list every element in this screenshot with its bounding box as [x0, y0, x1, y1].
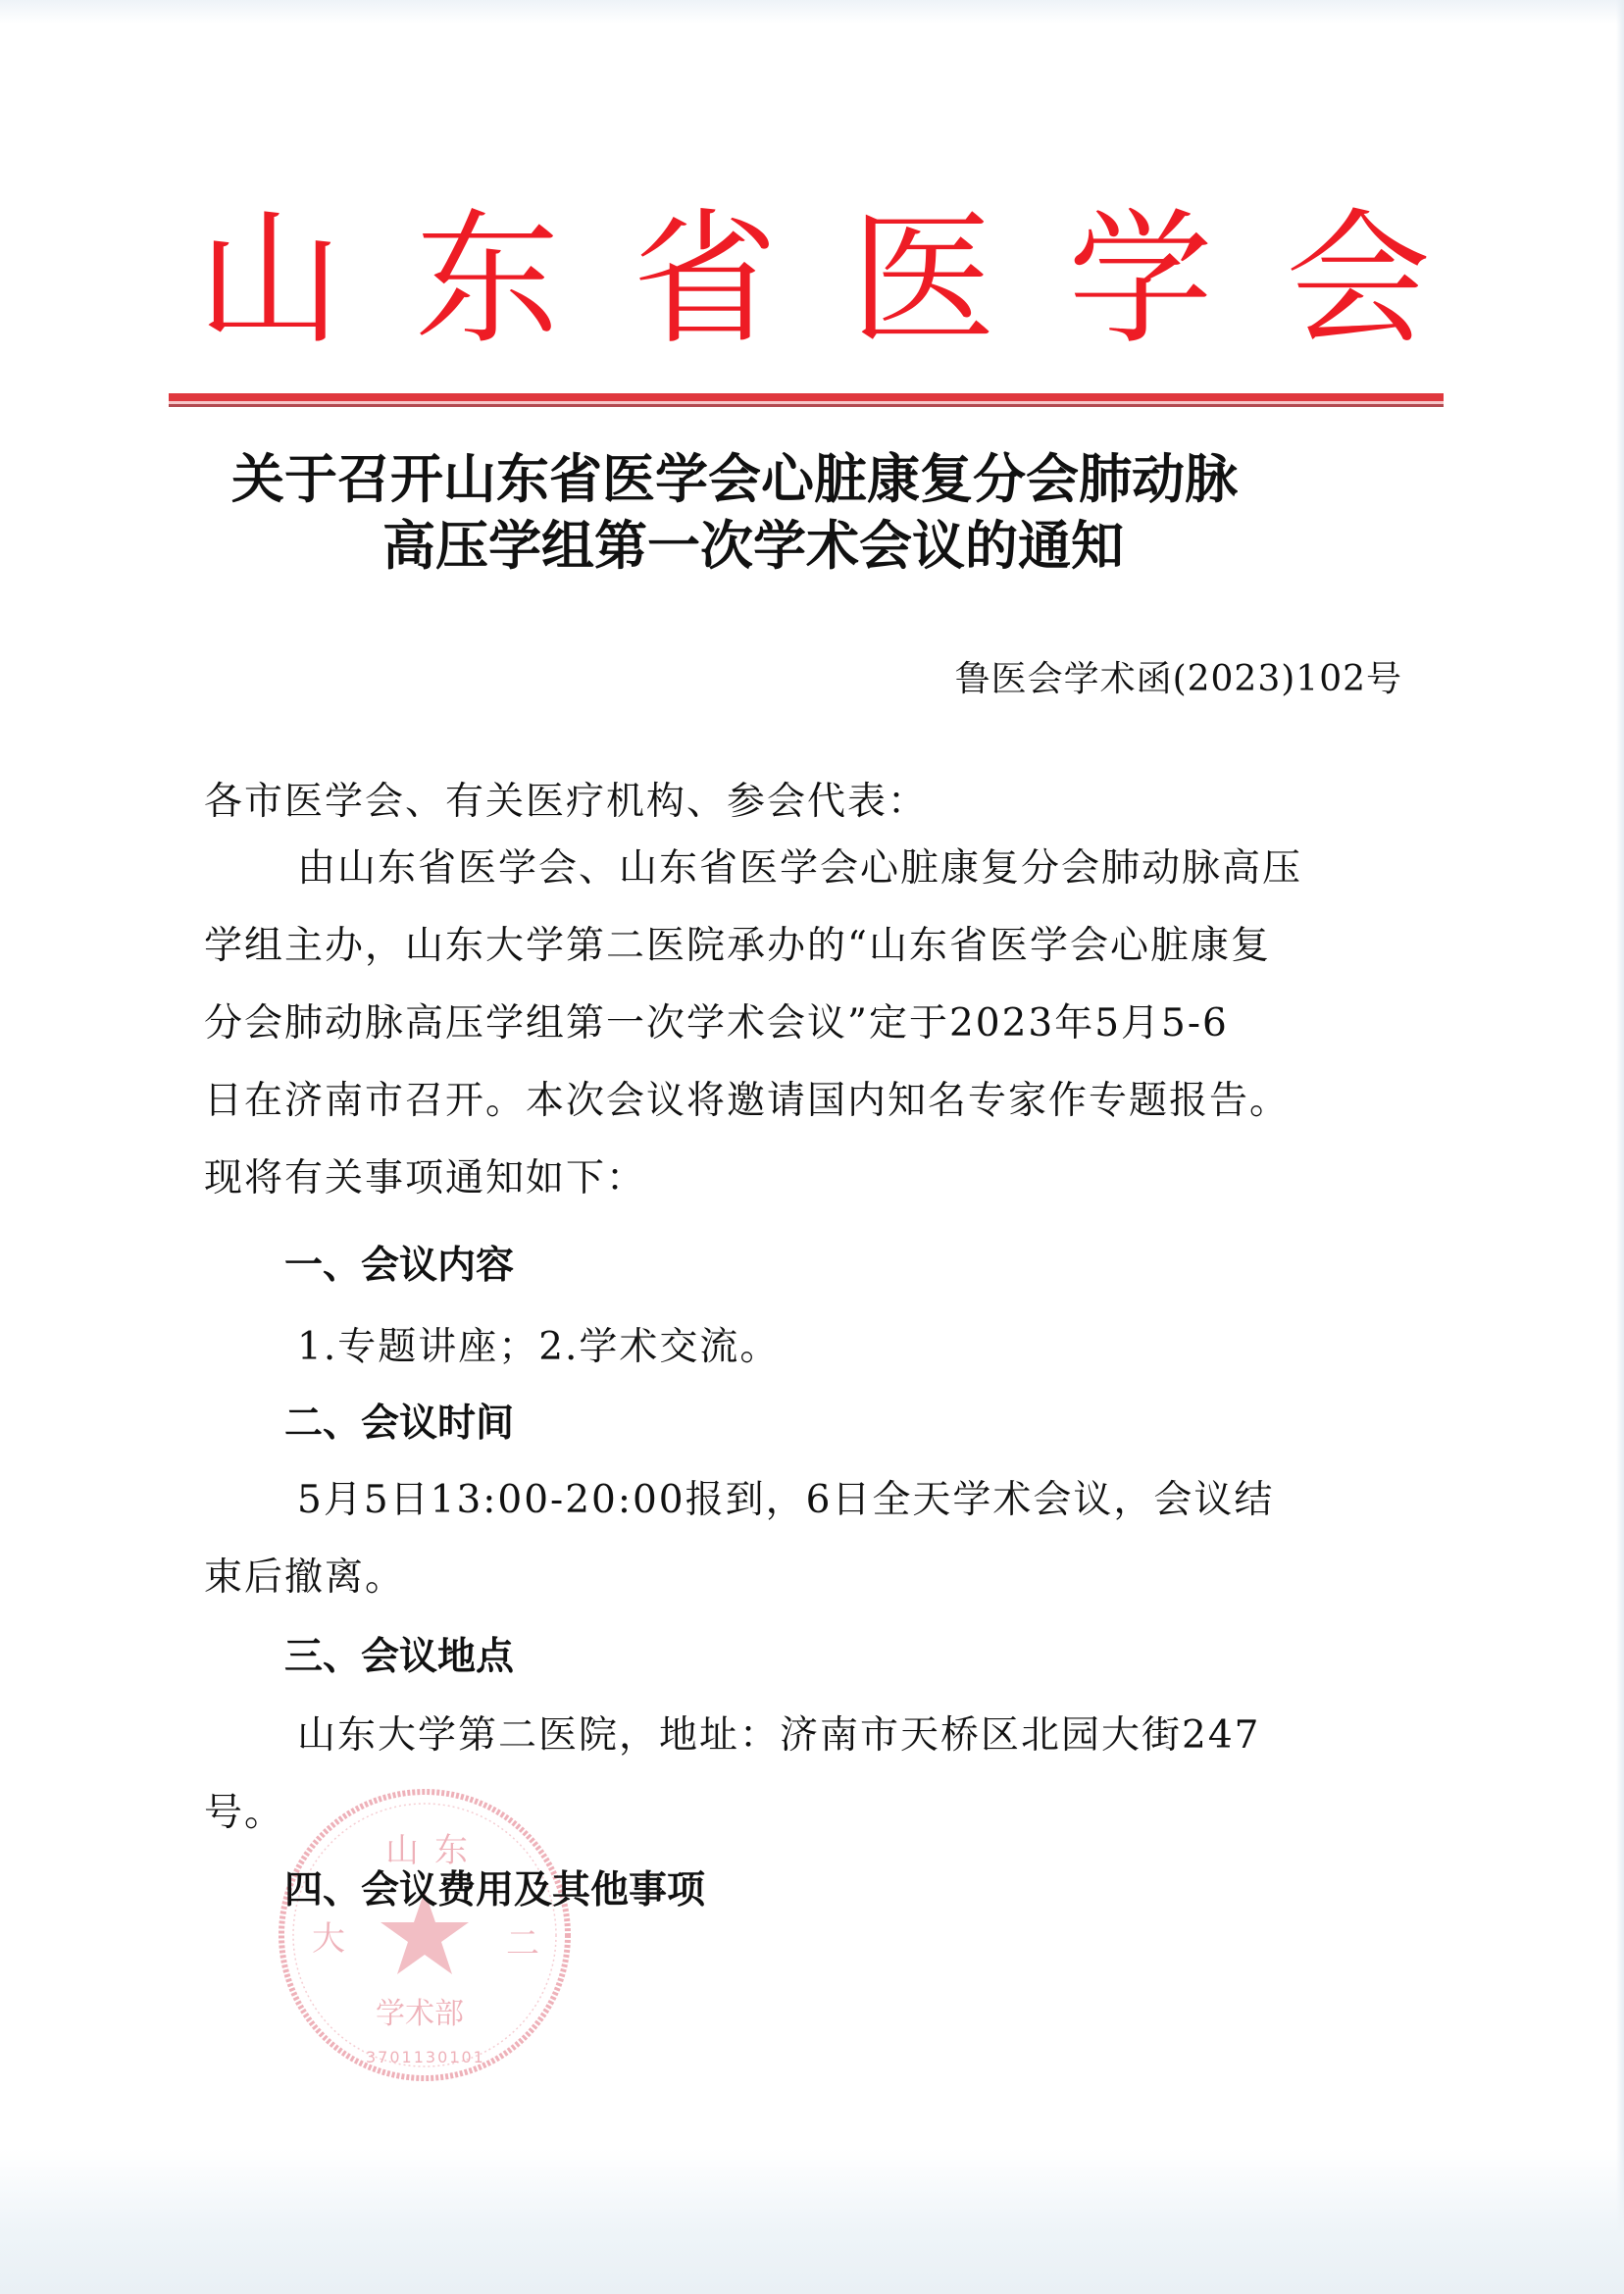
section-time-line-1: 5月5日13:00-20:00报到，6日全天学术会议，会议结	[297, 1478, 1275, 1522]
intro-line-4: 日在济南市召开。本次会议将邀请国内知名专家作专题报告。	[204, 1079, 1291, 1123]
scan-edge-bottom	[0, 2148, 1624, 2294]
document-title	[196, 446, 1422, 580]
section-heading-location: 三、会议地点	[284, 1635, 515, 1679]
letterhead-char: 东	[415, 195, 560, 364]
section-heading-fees: 四、会议费用及其他事项	[284, 1868, 706, 1912]
letterhead-char: 会	[1286, 195, 1431, 364]
intro-line-3: 分会肺动脉高压学组第一次学术会议”定于2023年5月5-6	[204, 1001, 1229, 1045]
svg-text:大: 大	[312, 1919, 345, 1959]
document-number: 鲁医会学术函(2023)102号	[954, 659, 1402, 699]
svg-text:二: 二	[506, 1924, 539, 1963]
intro-line-5: 现将有关事项通知如下：	[204, 1156, 647, 1200]
section-heading-content: 一、会议内容	[284, 1244, 515, 1288]
title-line-2: 高压学组第一次学术会议的通知	[382, 515, 1124, 577]
salutation: 各市医学会、有关医疗机构、参会代表：	[204, 780, 929, 824]
letterhead-char: 学	[1068, 195, 1213, 364]
scan-edge-top	[0, 0, 1624, 24]
section-location-line-2: 号。	[204, 1791, 285, 1835]
scan-edge-right	[1616, 0, 1624, 2294]
section-location-line-1: 山东大学第二医院，地址：济南市天桥区北园大街247	[297, 1713, 1261, 1758]
intro-paragraph	[204, 830, 1402, 1217]
section-location-text	[204, 1697, 1402, 1852]
svg-text:学术部: 学术部	[376, 1997, 464, 2031]
intro-line-2: 学组主办，山东大学第二医院承办的“山东省医学会心脏康复	[204, 924, 1271, 968]
letterhead-char: 省	[633, 195, 778, 364]
letterhead-divider	[169, 393, 1444, 407]
section-time-text	[204, 1461, 1402, 1616]
letterhead-char: 山	[197, 195, 342, 364]
section-content-text: 1.专题讲座；2.学术交流。	[297, 1325, 781, 1369]
section-heading-time: 二、会议时间	[284, 1402, 515, 1446]
title-line-1: 关于召开山东省医学会心脏康复分会肺动脉	[231, 448, 1238, 510]
section-time-line-2: 束后撤离。	[204, 1555, 406, 1600]
svg-text:山: 山	[385, 1831, 419, 1870]
svg-text:东: 东	[434, 1831, 468, 1870]
letterhead-org-name	[196, 195, 1432, 364]
letterhead-char: 医	[850, 195, 995, 364]
svg-text:3701130101: 3701130101	[366, 2048, 485, 2066]
intro-line-1: 由山东省医学会、山东省医学会心脏康复分会肺动脉高压	[297, 846, 1303, 891]
